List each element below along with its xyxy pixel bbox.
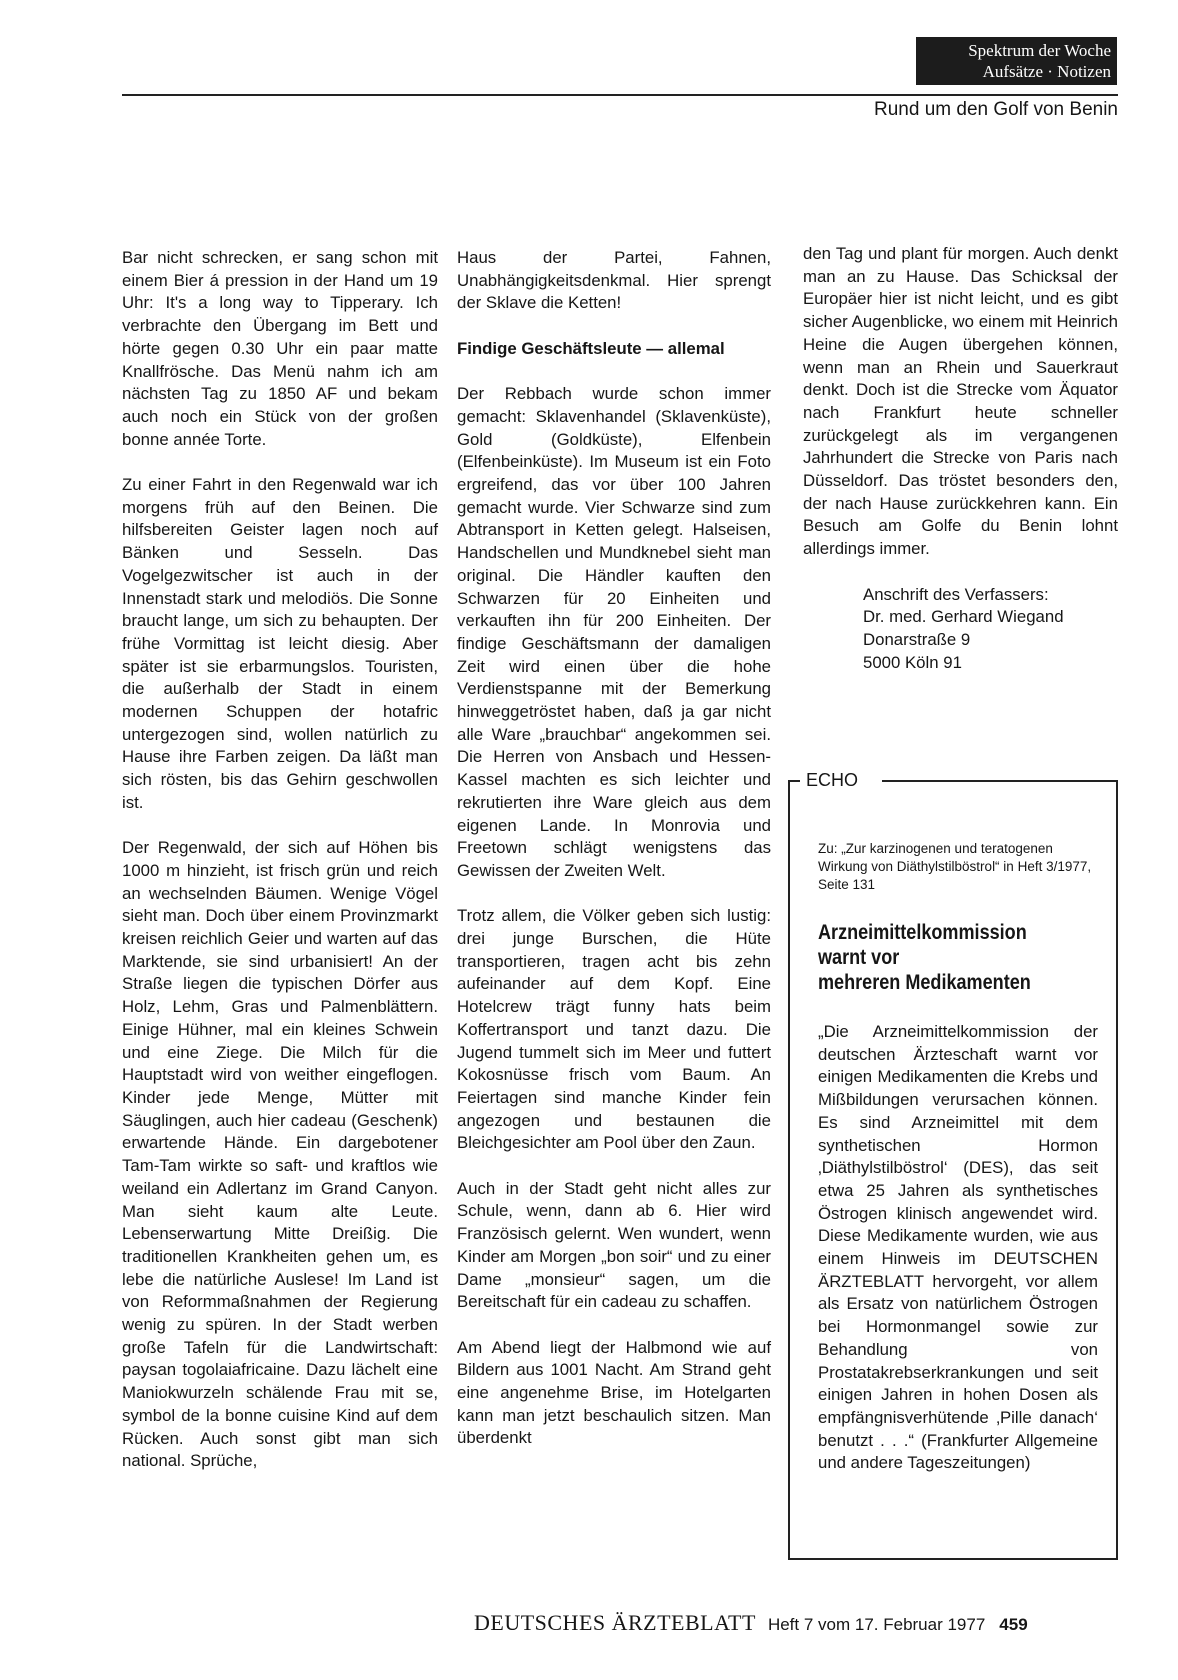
echo-headline-line: Arzneimittelkommission [818,921,1027,944]
address-line: Donarstraße 9 [863,629,971,649]
paragraph: Bar nicht schrecken, er sang schon mit einem Bier á pression in der Hand um 19 Uhr: It's a long way to Tipperary. Ich verbrachte den Übergang im Bett und hörte gegen 0.30 Uhr ein paar matte Knallfrösche. Das Menü nahm ich am nächsten Tag zu 1850 AF und bekam auch noch ein Stück von der großen bonne année Torte. [122,248,438,449]
section-badge-line1: Spektrum der Woche [968,41,1111,60]
article-column-2 [457,247,771,1450]
echo-quote: „Die Arzneimittelkommission der deutschen Ärzteschaft warnt vor einigen Medikamenten die Krebs und Mißbildungen verursachen können. Es sind Arzneimittel mit dem synthetischen Hormon ‚Diäthylstilböstrol‘ (DES), das seit etwa 25 Jahren als synthetisches Östrogen klinisch angewendet wird. Diese Medikamente wurden, wie aus einem Hinweis im DEUTSCHEN ÄRZTEBLATT hervorgeht, vor allem als Ersatz von natürlichem Östrogen bei Hormonmangel sowie zur Behandlung von Prostatakrebserkrankungen und seit einigen Jahren in hohen Dosen als empfängnisverhütende ‚Pille danach‘ benutzt . . .“ (Frankfurter Allgemeine und andere Tageszeitungen) [818,1022,1098,1473]
paragraph: Der Regenwald, der sich auf Höhen bis 1000 m hinzieht, ist frisch grün und reich an wechselnden Bäumen. Wenige Vögel sieht man. Doch über einem Provinzmarkt kreisen reichlich Geier und warten auf das Marktende, sie sind urbanisiert! An der Straße liegen die typischen Dörfer aus Holz, Lehm, Gras und Palmenblättern. Einige Hühner, mal ein kleines Schwein und eine Ziege. Die Milch für die Hauptstadt wird von weither eingeflogen. Kinder jede Menge, Mütter mit Säuglingen, auch hier cadeau (Geschenk) erwartende Hände. Ein dargebotener Tam-Tam wirkte so saft- und kraftlos wie weiland ein Adlertanz im Grand Canyon. Man sieht kaum alte Leute. Lebenserwartung Mitte Dreißig. Die traditionellen Krankheiten gehen um, es lebe die natürliche Auslese! Im Land ist von Reformmaßnahmen der Regierung wenig zu spüren. In der Stadt werben große Tafeln für die Landwirtschaft: paysan togolaiafricaine. Dazu lächelt eine Maniokwurzeln schälende Frau mit se, symbol de la bonne cuisine Kind auf dem Rücken. Auch sonst gibt man sich national. Sprüche, [122,838,438,1471]
echo-content [818,840,1098,1475]
page-footer [474,1610,1028,1636]
echo-headline-line: mehreren Medikamenten [818,971,1031,994]
echo-headline-line: warnt vor [818,946,900,969]
paragraph: Zu einer Fahrt in den Regenwald war ich morgens früh auf den Beinen. Die hilfsbereiten Geister lagen noch auf Bänken und Sesseln. Das Vogelgezwitscher ist auch in der Innenstadt stark und melodiös. Die Sonne braucht lange, um sich zu behaupten. Der frühe Vormittag ist leicht diesig. Aber später ist sie erbarmungslos. Touristen, die außerhalb der Stadt in einem modernen Schuppen der hotafric untergezogen sind, wollen natürlich zu Hause ihre Farben zeigen. Da läßt man sich rösten, bis das Gehirn geschwollen ist. [122,475,438,812]
paragraph: Am Abend liegt der Halbmond wie auf Bildern aus 1001 Nacht. Am Strand geht eine angenehme Brise, im Hotelgarten kann man jetzt beschaulich sitzen. Man überdenkt [457,1337,771,1448]
paragraph: Trotz allem, die Völker geben sich lustig: drei junge Burschen, die Hüte transportieren, tragen acht bis zehn aufeinander auf dem Kopf. Eine Hotelcrew trägt funny hats beim Koffertransport und tanzt dazu. Die Jugend tummelt sich im Meer und futtert Kokosnüsse frisch vom Baum. An Feiertagen sind manche Kinder fein angezogen und bestaunen die Bleichgesichter am Pool über den Zaun. [457,906,771,1153]
echo-border-top-left [788,780,800,782]
journal-name: DEUTSCHES ÄRZTEBLATT [474,1610,756,1635]
echo-reference: Zu: „Zur karzinogenen und teratogenen Wirkung von Diäthylstilböstrol“ in Heft 3/1977, Seite 131 [818,841,1092,892]
address-line: 5000 Köln 91 [863,652,962,672]
paragraph: Haus der Partei, Fahnen, Unabhängigkeitsdenkmal. Hier sprengt der Sklave die Ketten! [457,248,771,313]
paragraph: den Tag und plant für morgen. Auch denkt man an zu Hause. Das Schicksal der Europäer hier ist nicht leicht, und es gibt sicher Augenblicke, wo einem mit Heinrich Heine die Augen übergehen können, wenn man an Rhein und Sauerkraut denkt. Doch ist die Strecke vom Äquator nach Frankfurt heute schneller zurückgelegt als im vergangenen Jahrhundert die Strecke von Paris nach Düsseldorf. Das tröstet besonders den, der nach Hause zurückkehren kann. Ein Besuch am Golfe du Benin lohnt allerdings immer. [803,244,1118,559]
header-rule [122,94,1118,96]
address-line: Dr. med. Gerhard Wiegand [863,607,1064,627]
echo-label: ECHO [806,770,859,790]
echo-border-bottom [788,1558,1118,1560]
echo-border-right [1116,780,1118,1560]
paragraph: Der Rebbach wurde schon immer gemacht: Sklavenhandel (Sklavenküste), Gold (Goldküste), Elfenbein (Elfenbeinküste). Im Museum ist ein Foto ergreifend, das vor über 100 Jahren gemacht wurde. Vier Schwarze sind zum Abtransport in Ketten gelegt. Halseisen, Handschellen und Mundknebel sieht man original. Die Händler kauften den Schwarzen für 20 Einheiten und verkauften ihn für 200 Einheiten. Der findige Geschäftsmann der damaligen Zeit wird einen über die hohe Verdienstspanne mit der Bemerkung hinweggetröstet haben, daß ja gar nicht alle Ware „brauchbar“ angekommen sei. Die Herren von Ansbach und Hessen-Kassel machten es sich leichter und rekrutierten ihre Ware gleich aus dem eigenen Lande. In Monrovia und Freetown schlägt wenigstens das Gewissen der Zweiten Welt. [457,384,771,880]
article-column-1 [122,247,438,1473]
echo-border-top-right [882,780,1118,782]
author-address [863,584,1118,675]
subheading: Findige Geschäftsleute — allemal [457,338,725,358]
section-badge [916,37,1117,85]
running-title: Rund um den Golf von Benin [874,99,1118,120]
paragraph: Auch in der Stadt geht nicht alles zur Schule, wenn, dann ab 6. Hier wird Französisch gelernt. Wen wundert, wenn Kinder am Morgen „bon soir“ und zu einer Dame „monsieur“ sagen, um die Bereitschaft für ein cadeau zu schaffen. [457,1178,771,1312]
echo-headline [818,920,1102,995]
echo-box [788,770,1118,1560]
article-column-3 [803,243,1118,674]
echo-border-left [788,780,790,1560]
section-badge-line2: Aufsätze · Notizen [982,62,1111,81]
address-line: Anschrift des Verfassers: [863,584,1049,604]
page-number: 459 [999,1615,1028,1634]
issue-info: Heft 7 vom 17. Februar 1977 [767,1615,986,1634]
